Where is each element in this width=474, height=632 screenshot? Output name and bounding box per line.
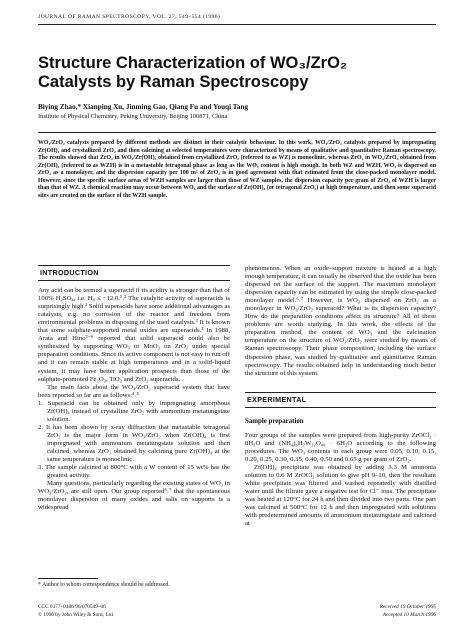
accepted-date: Accepted 10 March 1996	[382, 612, 436, 618]
header-rule	[38, 24, 436, 25]
abstract: WO₃/ZrO₂ catalysts prepared by different methods are distinct in their catalytic behaviour. In this work, WO₃/ZrO₂ catalysts prepared by impregnating Zr(OH)₄ and crystallized ZrO₂ and then calcining at selected temperatures were characterized by means of qualitative and quantitative Raman spectroscopy. The results showed that ZrO₂ in WO₃/Zr(OH)₄ obtained from crystallized ZrO₂ (referred to as WZ) is monoclinic, whereas ZrO₂ in WO₃/ZrO₂ obtained from Zr(OH)₄ (referred to as WZH) is in a metastable tetragonal phase as long as the WO₃ content is high enough. In both WZ and WZH, WO₃ is dispersed on ZrO₂ as a monolayer, and the dispersion capacity per 100 m² of ZrO₂ is in good agreement with that estimated from the close-packed monolayer model. However, since the specific surface areas of WZH samples are larger than those of WZ samples, the dispersion capacity per gram of ZrO₂ of WZH is larger than that of WZ. A chemical reaction may occur between WO₃ and the surface of Zr(OH)₄ (or tetragonal ZrO₂) at high temperature, and then some superacid sites are created on the surface of the WZH sample.	[38, 140, 436, 199]
footnote-text: * Author to whom correspondence should be addressed.	[38, 582, 170, 588]
journal-header: JOURNAL OF RAMAN SPECTROSCOPY, VOL. 27, 549–554 (1996)	[38, 14, 221, 20]
author-list: Biying Zhao,* Xianping Xu, Jinming Gao, Qiang Fu and Youqi Tang	[38, 103, 249, 111]
footnote-rule	[38, 578, 98, 579]
experimental-paragraph-2: Zr(OH)₄ precipitate was obtained by adding 3.3 M ammonia solution to 0.6 M ZrOCl₂ solution to give pH 9–10, then the resultant white precipitate was filtered and washed repeatedly with distilled water until the filtrate gave a negative test for Cl⁻ ions. The precipitate was heated at 120°C for 24 h and then divided into two parts. One part was calcined at 500°C for 12 h and then impregnated with solutions with predetermined amounts of ammonium metatungstate and calcined at	[245, 463, 436, 528]
affiliation: Institute of Physical Chemistry, Peking University, Beijing 100871, China	[38, 113, 228, 120]
fact-item-2: 2. It has been shown by x-ray diffraction that metastable tetragonal ZrO₂ is the major form in WO₃/ZrO₂ when Zr(OH)₄ is first impregnated with ammonium metatungstate solution and then calcined, whereas ZrO₂ obtained by calcining pure Zr(OH)₄ at the same temperature is monoclinic.	[38, 423, 230, 464]
subsection-heading-sample-preparation: Sample preparation	[245, 417, 304, 425]
experimental-paragraph-1: Four groups of the samples were prepared from high-purity ZrOCl₂ · 8H₂O and (NH₄)₆H₂W₁₂O₄₀ · 6H₂O according to the following procedures. The WO₃ contents in each group were 0.05, 0.10, 0.15, 0.20, 0.25, 0.30, 0.35, 0.40, 0.50 and 0.65 g per gram of ZrO₂.	[245, 431, 436, 463]
fact-item-1: 1. Superacid can be obtained only by impregnating amorphous Zr(OH)₄ instead of crystalline ZrO₂ with ammonium metatungstate solution.	[38, 399, 230, 423]
title-line-2: Catalysts by Raman Spectroscopy	[38, 73, 309, 91]
footnote	[38, 578, 230, 588]
right-column	[245, 265, 436, 528]
intro-paragraph-2: The main facts about the WO₃/ZrO₂ superacid system that have been reported so far are as follows:⁴˒⁵	[38, 383, 230, 399]
section-heading-experimental: EXPERIMENTAL	[245, 392, 436, 408]
intro-paragraph-3: Many questions, particularly regarding the existing states of WO₃ in WO₃/ZrO₂, are still open. Our group reported⁶˒⁷ that the spontaneous monolayer dispersion of many oxides and salts on supports is a widespread	[38, 480, 230, 512]
left-column	[38, 265, 230, 512]
intro-paragraph-1: Any acid can be termed a superacid if its acidity is stronger than that of 100% H₂SO₄, i.e. H₀ ≤ −12.0.¹˒² The catalytic activity of superacids is surprisingly high.² Solid superacids have some additional advantages as catalysts, e.g. no corrosion of the reactor and freedom from environmental problems in disposing of the used catalysts.³ It is known that some sulphate-supported metal oxides are superacids.³ In 1988, Arata and Hino³⁻⁶ reported that solid superacid could also be synthesized by supporting WO₃ or MoO₃ on ZrO₂ under special preparation conditions. Since its active component is not easy to run off and it can remain stable at high temperatures and in a solid-liquid system, it may have better application prospects than those of the sulphate-promoted Fe₂O₃, TiO₂ and ZrO₂ superacids.	[38, 287, 231, 383]
paper-title	[38, 54, 438, 92]
received-date: Received 19 October 1995	[379, 604, 436, 610]
fact-item-3: 3. The sample calcined at 800°C with a W content of 15 wt% has the greatest activity.	[38, 464, 230, 480]
right-paragraph-1: phenomenon. When an oxide–support mixture is heated at a high enough temperature, it can usually be observed that the oxide has been dispersed on the surface of the support. The maximum monolayer dispersion capacity can be estimated by using the simple close-packed monolayer model.⁶˒⁷ However, is WO₃ dispersed on ZrO₂ as a monolayer in WO₃/ZrO₂ superacid? What is its dispersion capacity? How do the preparation conditions affect its structure? All of these problems are worth studying. In this work, the effects of the preparation method, the content of WO₃ and the calcination temperature on the structure of WO₃/ZrO₂ were studied by means of Raman spectroscopy. Their phase composition, including the surface dispersion phase, was studied by qualitative and quantitative Raman spectroscopy. The results obtained help in understanding much better the structure of this system.	[245, 265, 436, 377]
abstract-top-rule	[38, 132, 436, 133]
section-heading-introduction: INTRODUCTION	[38, 265, 230, 281]
ccc-code: CCC 0377–0486/96/070549–06	[38, 604, 106, 610]
title-line-1: Structure Characterization of WO₃/ZrO₂	[38, 54, 348, 72]
copyright: © 1996 by John Wiley & Sons, Ltd.	[38, 612, 115, 618]
